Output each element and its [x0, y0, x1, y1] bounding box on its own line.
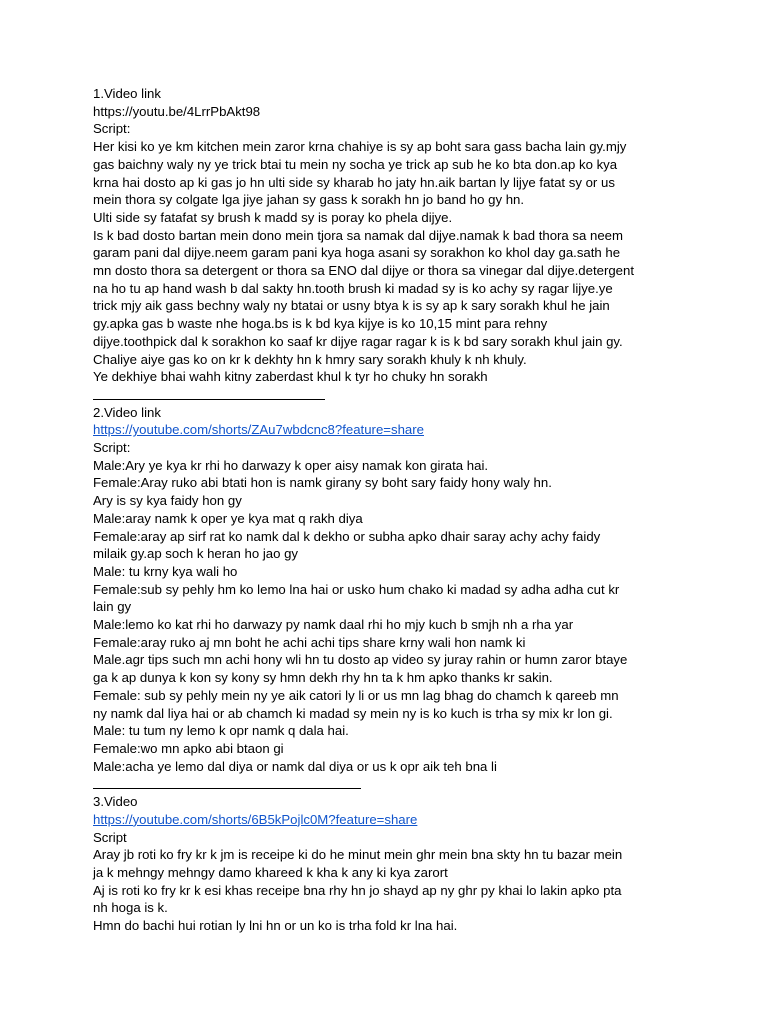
script-line: dijye.toothpick dal k sorakhon ko saaf kr dijye ragar ragar k is k bd sary sorakh khul jain gy.	[93, 333, 623, 349]
script-line: Is k bad dosto bartan mein dono mein tjora sa namak dal dijye.namak k bad thora sa neem	[93, 227, 623, 243]
section-heading: 2.Video link	[93, 404, 161, 420]
script-line: Ye dekhiye bhai wahh kitny zaberdast khul k tyr ho chuky hn sorakh	[93, 369, 488, 385]
script-line: Aray jb roti ko fry kr k jm is receipe ki do he minut mein ghr mein bna skty hn tu bazar mein	[93, 847, 623, 863]
video-link[interactable]: https://youtube.com/shorts/ZAu7wbdcnc8?feature=share	[93, 422, 424, 438]
script-label: Script:	[93, 440, 131, 456]
script-line: mn dosto thora sa detergent or thora sa ENO dal dijye or thora sa vinegar dal dijye.detergent	[93, 263, 634, 279]
script-line: Male:lemo ko kat rhi ho darwazy py namk daal rhi ho mjy kuch b smjh nh a rha yar	[93, 617, 574, 633]
script-text	[93, 138, 683, 386]
video-section-3	[93, 793, 683, 935]
video-link[interactable]: https://youtube.com/shorts/6B5kPojlc0M?feature=share	[93, 811, 418, 827]
script-line: krna hai dosto ap ki gas jo hn ulti side sy kharab ho jaty hn.aik bartan ly lijye fatat sy or us	[93, 174, 615, 190]
script-line: Chaliye aiye gas ko on kr k dekhty hn k hmry sary sorakh khuly k nh khuly.	[93, 351, 527, 367]
script-line: Male:aray namk k oper ye kya mat q rakh diya	[93, 510, 363, 526]
script-line: milaik gy.ap soch k heran ho jao gy	[93, 546, 299, 562]
script-line: lain gy	[93, 599, 132, 615]
script-line: Male.agr tips such mn achi hony wli hn tu dosto ap video sy juray rahin or humn zaror btaye	[93, 652, 628, 668]
video-url-text: https://youtu.be/4LrrPbAkt98	[93, 103, 261, 119]
script-line: Ary is sy kya faidy hon gy	[93, 493, 242, 509]
script-line: garam pani dal dijye.neem garam pani kya hoga asani sy sorakhon ko khol day ga.sath he	[93, 245, 621, 261]
script-line: Male:Ary ye kya kr rhi ho darwazy k oper aisy namak kon girata hai.	[93, 457, 489, 473]
section-divider	[93, 775, 683, 793]
script-text	[93, 457, 683, 776]
script-line: Male: tu tum ny lemo k opr namk q dala hai.	[93, 723, 349, 739]
script-line: Male:acha ye lemo dal diya or namk dal diya or us k opr aik teh bna li	[93, 758, 497, 774]
section-heading: 1.Video link	[93, 86, 161, 101]
script-text	[93, 846, 683, 935]
script-line: Ulti side sy fatafat sy brush k madd sy is poray ko phela dijye.	[93, 209, 453, 225]
script-line: Female:wo mn apko abi btaon gi	[93, 741, 284, 756]
script-line: Aj is roti ko fry kr k esi khas receipe bna rhy hn jo shayd ap ny ghr py khai lo lakin apko pta	[93, 882, 622, 898]
script-line: Female:aray ap sirf rat ko namk dal k dekho or subha apko dhair saray achy achy faidy	[93, 528, 601, 544]
script-line: ny namk dal liya hai or ab chamch ki madad sy mein ny is ko kuch is trha sy mix kr lon gi.	[93, 705, 613, 721]
section-heading: 3.Video	[93, 794, 138, 810]
script-line: Female:Aray ruko abi btati hon is namk girany sy boht sary faidy hony waly hn.	[93, 475, 552, 491]
script-line: Her kisi ko ye km kitchen mein zaror krna chahiye is sy ap boht sara gass bacha lain gy.mjy	[93, 139, 627, 155]
script-line: Hmn do bachi hui rotian ly lni hn or un ko is trha fold kr lna hai.	[93, 918, 458, 934]
section-divider	[93, 386, 683, 404]
script-line: Female: sub sy pehly mein ny ye aik catori ly li or us mn lag bhag do chamch k qareeb mn	[93, 687, 619, 703]
script-line: ga k ap dunya k kon sy kony sy hmn dekh rhy hn ta k hm apko thanks kr sakin.	[93, 670, 553, 686]
document-page	[93, 85, 683, 935]
script-line: trick mjy aik gass bechny waly ny btatai or usny btya k is sy ap k sary sorakh khul he jain	[93, 298, 610, 314]
script-line: gy.apka gas b waste nhe hoga.bs is k bd kya kijye is ko 10,15 mint para rehny	[93, 316, 548, 332]
video-section-2	[93, 404, 683, 793]
script-line: Female:aray ruko aj mn boht he achi achi tips share krny wali hon namk ki	[93, 634, 526, 650]
script-line: ja k mehngy mehngy damo khareed k kha k any ki kya zarort	[93, 864, 448, 880]
script-line: na ho tu ap hand wash b dal sakty hn.tooth brush ki madad sy is ko achy sy ragar lijye.ye	[93, 280, 613, 296]
script-line: Female:sub sy pehly hm ko lemo lna hai or usko hum chako ki madad sy adha adha cut kr	[93, 581, 620, 597]
script-line: gas baichny waly ny ye trick btai tu mein ny socha ye trick ap sub he ko bta don.ap ko kya	[93, 156, 618, 172]
script-label: Script:	[93, 121, 131, 137]
script-label: Script	[93, 829, 127, 845]
video-section-1	[93, 85, 683, 404]
script-line: Male: tu krny kya wali ho	[93, 563, 238, 579]
script-line: mein thora sy colgate lga jiye jahan sy gass k sorakh hn jo band ho gy hn.	[93, 192, 525, 208]
script-line: nh hoga is k.	[93, 900, 168, 916]
